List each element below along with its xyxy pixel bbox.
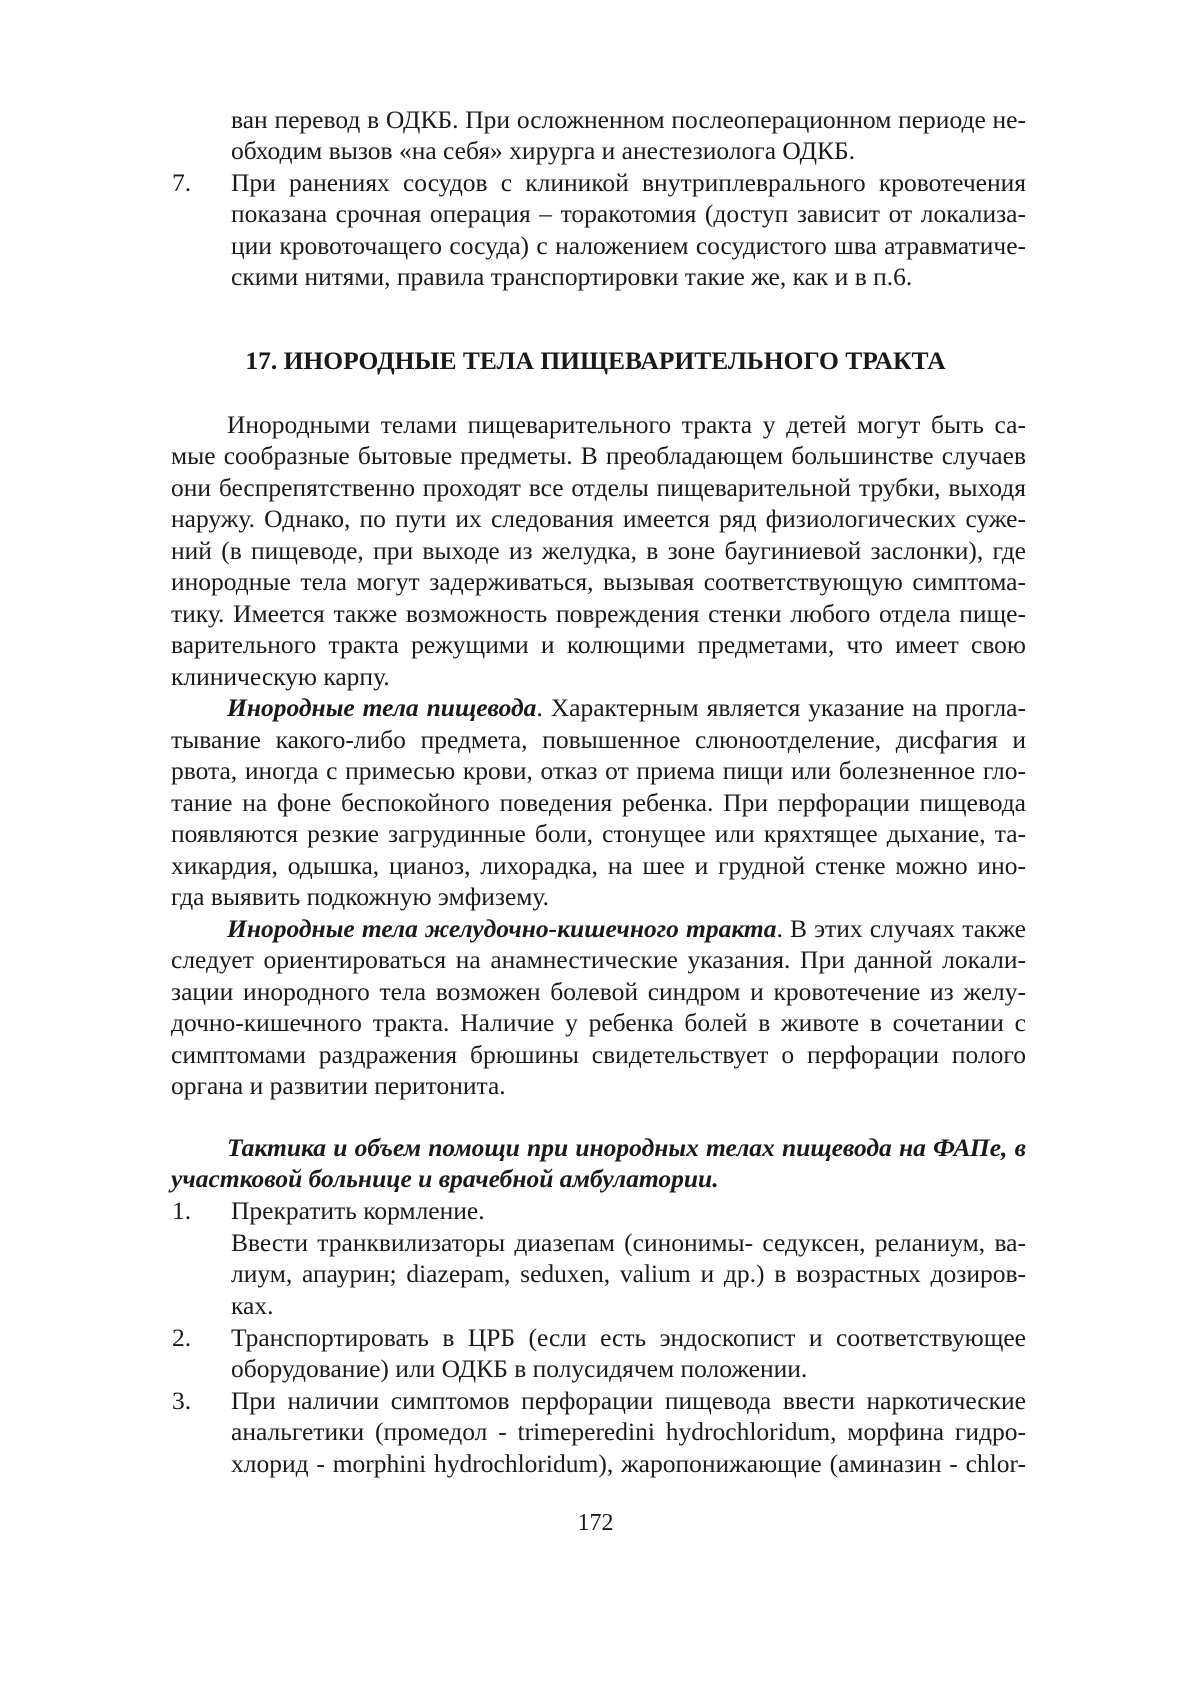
list-item-text-line: лиум, апаурин; diazepam, seduxen, valium и др.) в возрастных дозиров- [231,1259,1026,1288]
subheading-line: участковой больнице и врачебной амбулатории. [171,1164,719,1193]
list-item-text-line: ван перевод в ОДКБ. При осложненном послеоперационном периоде не- [231,105,1026,134]
paragraph-line: тание на фоне беспокойного поведения ребенка. При перфорации пищевода [171,788,1026,817]
list-item-text-line: обходим вызов «на себя» хирурга и анестезиолога ОДКБ. [231,136,855,165]
page-number: 172 [577,1510,614,1536]
paragraph-line: органа и развитии перитонита. [171,1071,506,1100]
gi-tract-term: Инородные тела желудочно-кишечного тракта [227,914,777,943]
paragraph-line: мые сообразные бытовые предметы. В преобладающем большинстве случаев [171,441,1026,470]
list-item-text-line: Прекратить кормление. [231,1196,485,1225]
paragraph-line [227,692,1026,723]
esophagus-first-line-rest: . Характерным является указание на прогла- [536,693,1026,722]
list-item-number: 3. [172,1386,192,1415]
list-item-text-line: При наличии симптомов перфорации пищевода ввести наркотические [231,1386,1026,1415]
list-item-number: 7. [172,168,192,197]
list-item-text-line: Транспортировать в ЦРБ (если есть эндоскопист и соответствующее [231,1323,1026,1352]
paragraph-line: они беспрепятственно проходят все отделы пищеварительной трубки, выходя [171,473,1026,502]
list-item-number: 1. [172,1196,192,1225]
paragraph-line: зации инородного тела возможен болевой синдром и кровотечение из желу- [171,977,1026,1006]
gi-tract-first-line-rest: . В этих случаях также [776,914,1026,943]
list-item-text-line: показана срочная операция – торакотомия (доступ зависит от локализа- [231,199,1026,228]
paragraph-line: следует ориентироваться на анамнестические указания. При данной локали- [171,945,1026,974]
subheading-line: Тактика и объем помощи при инородных телах пищевода на ФАПе, в [227,1133,1026,1162]
paragraph-line: появляются резкие загрудинные боли, стонущее или кряхтящее дыхание, та- [171,819,1026,848]
paragraph-line: наружу. Однако, по пути их следования имеется ряд физиологических суже- [171,504,1026,533]
paragraph-line [227,913,1026,944]
paragraph-line: тывание какого-либо предмета, повышенное слюноотделение, дисфагия и [171,725,1026,754]
list-item-text-line: ках. [231,1291,274,1320]
list-item-number: 2. [172,1323,192,1352]
paragraph-line: тику. Имеется также возможность повреждения стенки любого отдела пище- [171,599,1026,628]
paragraph-line: инородные тела могут задерживаться, вызывая соответствующую симптома- [171,567,1026,596]
paragraph-line: варительного тракта режущими и колющими предметами, что имеет свою [171,630,1026,659]
list-item-text-line: ции кровоточащего сосуда) с наложением сосудистого шва атравматиче- [231,231,1026,260]
list-item-text-line: Ввести транквилизаторы диазепам (синонимы- седуксен, реланиум, ва- [231,1228,1026,1257]
paragraph-line: рвота, иногда с примесью крови, отказ от приема пищи или болезненное гло- [171,756,1026,785]
section-heading: 17. ИНОРОДНЫЕ ТЕЛА ПИЩЕВАРИТЕЛЬНОГО ТРАКТА [245,346,946,375]
list-item-text-line: хлорид - morphini hydrochloridum), жаропонижающие (аминазин - chlor- [231,1449,1026,1478]
paragraph-line: гда выявить подкожную эмфизему. [171,882,550,911]
paragraph-line: хикардия, одышка, цианоз, лихорадка, на шее и грудной стенке можно ино- [171,851,1026,880]
paragraph-line: клиническую карпу. [171,662,390,691]
paragraph-line: дочно-кишечного тракта. Наличие у ребенка болей в животе в сочетании с [171,1008,1026,1037]
paragraph-line: симптомами раздражения брюшины свидетельствует о перфорации полого [171,1040,1026,1069]
list-item-text-line: оборудование) или ОДКБ в полусидячем положении. [231,1354,808,1383]
list-item-text-line: скими нитями, правила транспортировки такие же, как и в п.6. [231,262,913,291]
esophagus-term: Инородные тела пищевода [227,693,537,722]
paragraph-line: Инородными телами пищеварительного тракта у детей могут быть са- [227,410,1026,439]
list-item-text-line: анальгетики (промедол - trimeperedini hydrochloridum, морфина гидро- [231,1417,1026,1446]
list-item-text-line: При ранениях сосудов с клиникой внутриплеврального кровотечения [231,168,1026,197]
paragraph-line: ний (в пищеводе, при выходе из желудка, в зоне баугиниевой заслонки), где [171,536,1026,565]
